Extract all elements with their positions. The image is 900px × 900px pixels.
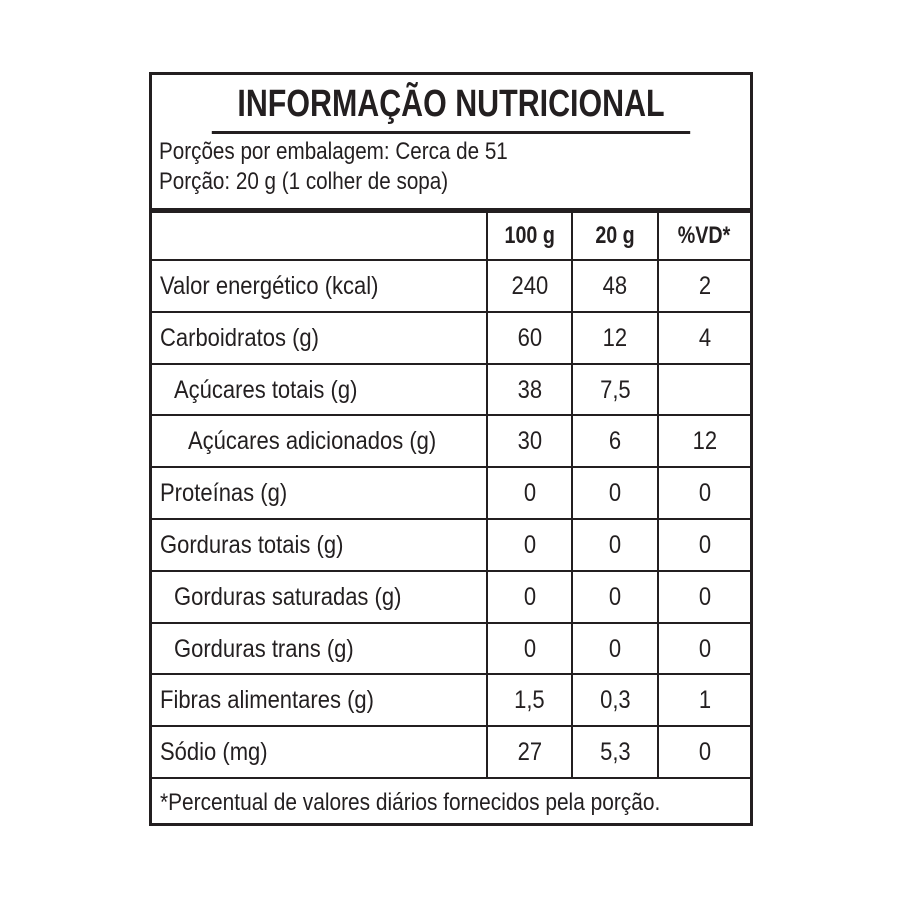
value-vd: [659, 365, 750, 416]
value-20g: 48: [602, 272, 628, 300]
nutrient-name: Fibras alimentares (g): [160, 686, 374, 715]
value-vd: 0: [698, 634, 711, 663]
servings-per-package: Porções por embalagem: Cerca de 51: [159, 138, 508, 165]
nutrient-name: Proteínas (g): [160, 479, 288, 508]
value-vd: 1: [698, 686, 711, 715]
value-20g: 5,3: [599, 738, 631, 767]
value-100g: 38: [517, 375, 542, 404]
value-20g: 0: [608, 582, 622, 611]
column-header-100g: 100 g: [504, 222, 555, 249]
column-header-vd: %VD*: [678, 222, 731, 249]
value-20g: 7,5: [599, 375, 631, 404]
value-100g: 60: [517, 323, 542, 352]
nutrient-name: Gorduras totais (g): [160, 531, 344, 559]
table-title: INFORMAÇÃO NUTRICIONAL: [212, 75, 690, 134]
nutrient-name: Valor energético (kcal): [160, 272, 379, 300]
value-100g: 27: [517, 738, 542, 767]
value-20g: 0: [608, 634, 622, 663]
footnote: *Percentual de valores diários fornecidos pela porção.: [160, 789, 661, 816]
nutrient-name: Açúcares adicionados (g): [188, 427, 437, 456]
nutrient-name: Gorduras saturadas (g): [174, 582, 402, 611]
value-20g: 0: [608, 531, 622, 559]
value-vd: 0: [698, 738, 711, 767]
value-20g: 0: [608, 479, 622, 508]
portion-size: Porção: 20 g (1 colher de sopa): [159, 168, 449, 195]
value-vd: 4: [698, 323, 711, 352]
value-100g: 240: [511, 272, 548, 300]
nutrient-name: Sódio (mg): [160, 738, 268, 767]
nutrient-name: Carboidratos (g): [160, 323, 319, 352]
nutrient-name: Açúcares totais (g): [174, 375, 358, 404]
value-20g: 0,3: [599, 686, 631, 715]
value-vd: 12: [692, 427, 717, 456]
servings-info: [159, 137, 666, 197]
column-header-20g: 20 g: [595, 222, 635, 249]
value-vd: 0: [698, 531, 711, 559]
value-100g: 0: [523, 479, 536, 508]
nutrition-facts-table: [149, 72, 753, 826]
value-100g: 1,5: [514, 686, 545, 715]
value-20g: 6: [608, 427, 622, 456]
value-100g: 0: [523, 582, 536, 611]
value-100g: 0: [523, 634, 536, 663]
value-vd: 0: [698, 479, 711, 508]
value-100g: 30: [517, 427, 542, 456]
value-20g: 12: [602, 323, 628, 352]
nutrient-name: Gorduras trans (g): [174, 634, 354, 663]
value-vd: 0: [698, 582, 711, 611]
value-100g: 0: [523, 531, 536, 559]
value-vd: 2: [698, 272, 711, 300]
